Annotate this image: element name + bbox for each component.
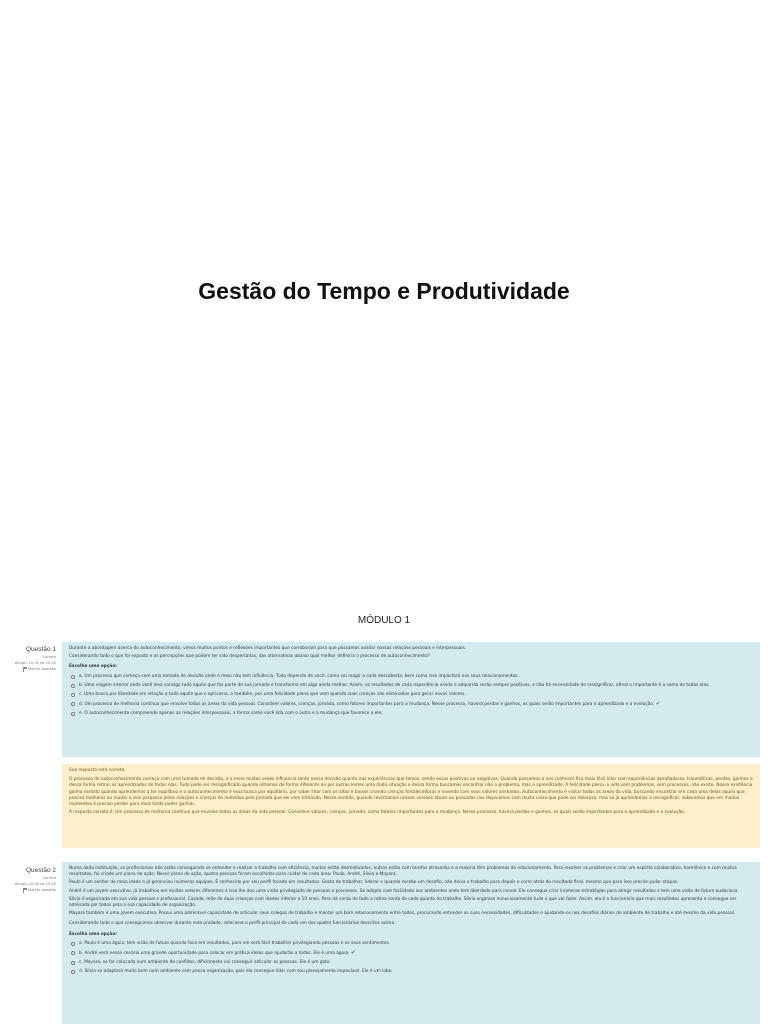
question-2-status: Correto: [42, 876, 56, 880]
radio-button[interactable]: [71, 942, 75, 946]
check-icon: ✔: [655, 701, 661, 708]
question-2-title: Questão 2: [26, 867, 56, 874]
question-text: André é um jovem executivo, já trabalhou em muitos setores diferentes e isso lhe deu uma visão privilegiada de pessoas e processos. Se adapta com facilidade aos ambientes onde tem liberdade para inovar. Ele consegue criar inúmeras estratégias para atingir resultados e tem uma visão de futuro audaciosa.: [69, 888, 739, 894]
check-icon: ✔: [350, 950, 356, 957]
option-c[interactable]: [69, 692, 753, 698]
option-text: d. Um processo de melhoria contínua que envolve todas as áreas da vida pessoal. Considere valores, crenças, jornada, como fatores importantes para a mudança. Nesse processo, haverá perdas e ganhos, os quais serão importantes para o aprendizado e a evolução.: [79, 702, 655, 708]
question-2-score: Atingiu 10,00 de 10,00: [14, 882, 56, 886]
question-text: Sílvia é organizada em sua vida pessoal e profissional. Casada, mãe de duas crianças com idades inferior a 10 anos. Para dá conta de toda a rotina conta de cada quanto do trabalho. Sílvia organiza minuciosamente tudo o que vai fazer. Assim, ela é a funcionária que mais resultados apresenta e consegue ser admirada por todos pela a sua capacidade de organização.: [69, 896, 737, 909]
flag-icon: [23, 667, 26, 672]
option-text: a. Um processo que começa com uma tomada de decisão onde o meio não tem influência. Tudo depende de você, como vai reagir a cada descoberta, bem como isso impactará nos seus relacionamentos.: [79, 673, 519, 679]
option-c[interactable]: [69, 960, 753, 966]
radio-button[interactable]: [71, 693, 75, 697]
option-text: e. O autoconhecimento compreende apenas as relações interpessoais, a forma como você lida com o outro e a mudança que favorece a ele.: [79, 711, 383, 717]
flag-label: Marcar questão: [28, 888, 56, 892]
flag-question-1-button[interactable]: [4, 666, 56, 672]
question-1-content: [62, 642, 760, 757]
radio-button[interactable]: [71, 675, 75, 679]
question-1-score: Atingiu 10,00 de 10,00: [14, 661, 56, 665]
question-1-status: Correto: [42, 655, 56, 659]
radio-button[interactable]: [71, 684, 75, 688]
option-b[interactable]: [69, 950, 753, 957]
radio-button[interactable]: [71, 970, 75, 974]
question-text: Durante a abordagem acerca do autoconhecimento, vimos muitos pontos e reflexões importantes que corroboram para que possamos avaliar nossas relações pessoais e interpessoais.: [69, 646, 467, 651]
option-a[interactable]: [69, 674, 753, 680]
feedback-heading: Sua resposta está correta.: [69, 768, 126, 773]
option-b[interactable]: [69, 683, 753, 689]
radio-button[interactable]: [71, 702, 75, 706]
option-a[interactable]: [69, 941, 753, 947]
option-text: d. Sílvia se adaptará muito bem num ambiente com pouca organização, pois ela consegue lidar com seu planejamento impecável. Ele é um lobo.: [79, 969, 393, 975]
option-text: b. Uma viagem interior onde você leva consigo tudo aquilo que faz parte de sua jornada e transforma em algo ainda melhor. Assim, os resultados de cada experiência vivida e adquirida serão sempre positivos, e não há necessidade de ressignificar, afinal o importante é a soma de todas elas.: [79, 682, 710, 688]
question-1-title: Questão 1: [26, 646, 56, 653]
radio-button[interactable]: [71, 712, 75, 716]
radio-button[interactable]: [71, 961, 75, 965]
option-e[interactable]: [69, 711, 753, 717]
option-d[interactable]: [69, 969, 753, 975]
question-text: Mayara também é uma jovem executiva. Possui uma admirável capacidade de articular seus colegas de trabalho e manter um bom relacionamento entre todos, procurando entender as suas necessidades, dificuldades e ajudando-os nos desafios diários do ambiente de trabalho e até mesmo da vida pessoal.: [69, 911, 736, 917]
question-text: Numa dada instituição, os profissionais não estão conseguindo se entender e realizar o trabalho com eficiência, muitos estão desmotivados, outros estão com tarefas atrasadas e a maioria têm problemas de relacionamento. Para resolver os problemas e criar um espírito colaborativo, harmônico e com muitos resultados, foi criado um plano de ação. Nesse plano de ação, quatro pessoas foram escolhidas para cuidar de cada área: Paulo, André, Sílvia e Mayara.: [69, 866, 737, 878]
radio-button[interactable]: [71, 951, 75, 955]
question-1-feedback: [62, 764, 760, 848]
question-2-content: [62, 862, 760, 1024]
flag-label: Marcar questão: [28, 667, 56, 671]
question-text: Paulo é um senhor de meia idade e já gerenciou inúmeras equipes. É conhecido por seu perfil focado em resultados. Gosta de trabalhar, liderar e quando recebe um desafio, não deixa o trabalho para depois e corre atrás do resultado final, mesmo que para isso precise pular etapas.: [69, 880, 679, 886]
choose-option-label: Escolha uma opção:: [69, 931, 117, 937]
option-text: a. Paulo é uma águia, tem visão de futuro quando foca em resultados, para ele será fácil trabalhar privilegiando pessoas e os seus sentimentos.: [79, 940, 391, 946]
question-text: Considerando tudo o que foi exposto e as percepções que podem ter sido despertadas, das alternativas abaixo qual melhor definiria o processo de autoconhecimento?: [69, 654, 430, 660]
option-text: c. Mayara, se for colocada num ambiente de conflitos, dificilmente vai conseguir articular as pessoas. Ele é um gato.: [79, 960, 331, 966]
correct-answer-text: A resposta correta é: Um processo de melhoria contínua que envolve todas as áreas da vida pessoal. Considere valores, crenças, jornada, como fatores importantes para a mudança. Nesse processo, haverá perdas e ganhos, os quais serão importantes para o aprendizado e a evolução.: [69, 810, 686, 816]
module-label: MÓDULO 1: [357, 615, 411, 626]
question-1-info: [4, 645, 56, 672]
flag-question-2-button[interactable]: [4, 887, 56, 893]
option-d[interactable]: [69, 701, 753, 708]
document-title: Gestão do Tempo e Produtividade: [198, 278, 570, 304]
choose-option-label: Escolha uma opção:: [69, 664, 117, 670]
option-text: c. Uma busca por liberdade em relação a tudo aquilo que o aprisiona, e também, por uma felicidade plena que vem quando suas crenças são eliminadas para gerar novos valores.: [79, 692, 466, 698]
feedback-text: O processo de autoconhecimento começa com uma tomada de decisão, e o meio muitas vezes influencia tanto nessa decisão quanto nas experiências que temos, sendo essas positivas ou negativas. Quando passamos a nos conhecer fica mais fácil lidar com experiências desafiadoras, traumáticas, perdas, ganhos e dessa forma retirar os aprendizados de todas elas. Tudo pode ser ressignificado quando olhamos de forma diferente ou por outras lentes uma dada situação e dessa forma buscamos encontrar não o problema, mas o aprendizado. A felicidade plena, a vida sem problemas, sem processos, não existe. Nossa existência ganha sentido quando aprendemos a ter equilíbrio e o autoconhecimento é essa busca por equilíbrio, por saber lidar com os altos e baixos criando crenças fortalecedoras e vivendo com seus valores alinhados. Autoconhecimento é visitar todas as áreas da vida, buscando encontrar em cada uma delas aquilo que precisa melhorar ou mudar e isso perpassa pelas relações e crenças do indivíduo pela jornada que ele vem trilhando. Nesse sentido, quando revisitamos nossas versões atuais ou passadas nos deparamos com muita coisa que pode ser dolorosa, mas se já aprendemos a ressignificar, saberemos que em muitos momentos é preciso perder para mais tarde poder ganhar.: [69, 777, 753, 808]
question-text: Considerando tudo o que conseguimos observar durante esta unidade, selecione o perfil principal de cada um dos quatro funcionários descritos acima.: [69, 921, 396, 927]
flag-icon: [23, 888, 26, 893]
option-text: b. André verá nesse cenário uma grande oportunidade para colocar em prática ideias que ajudarão a todos. Ele é uma águia.: [79, 951, 350, 957]
question-2-info: [4, 866, 56, 893]
